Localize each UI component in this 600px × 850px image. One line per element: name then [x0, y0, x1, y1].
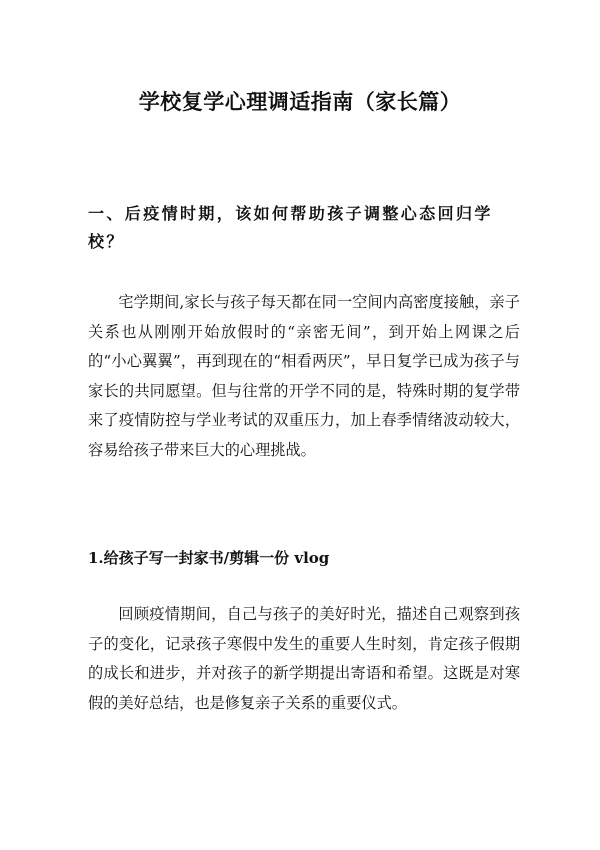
subsection-paragraph: 回顾疫情期间，自己与孩子的美好时光，描述自己观察到孩子的变化，记录孩子寒假中发生的重要人生时刻，肯定孩子假期的成长和进步，并对孩子的新学期提出寄语和希望。这既是对寒假的美好总结，也是修复亲子关系的重要仪式。	[88, 605, 520, 712]
document-title: 学校复学心理调适指南（家长篇）	[138, 90, 462, 114]
section-paragraph: 宅学期间,家长与孩子每天都在同一空间内高密度接触，亲子关系也从刚刚开始放假时的“亲密无间”，到开始上网课之后的“小心翼翼”，再到现在的“相看两厌”，早日复学已成为孩子与家长的共同愿望。但与往常的开学不同的是，特殊时期的复学带来了疫情防控与学业考试的双重压力，加上春季情绪波动较大，容易给孩子带来巨大的心理挑战。	[88, 293, 520, 459]
section-heading: 一、后疫情时期，该如何帮助孩子调整心态回归学校？	[88, 204, 493, 251]
subsection-heading: 1.给孩子写一封家书/剪辑一份 vlog	[88, 549, 330, 567]
